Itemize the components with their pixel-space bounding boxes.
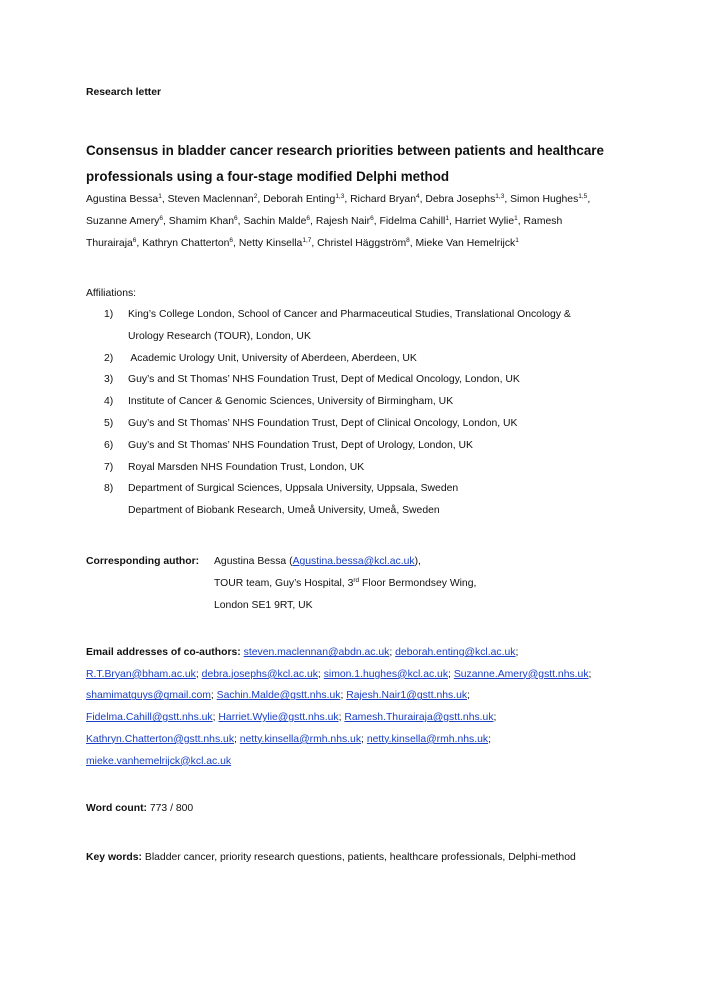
paper-title-line-1: Consensus in bladder cancer research priorities between patients and healthcare [86, 143, 604, 158]
author-name: Netty Kinsella [238, 238, 303, 249]
coauthor-email-link[interactable]: Kathryn.Chatterton@gstt.nhs.uk [86, 733, 235, 745]
corresponding-author-address-1 [214, 578, 476, 589]
coauthor-email-line: Kathryn.Chatterton@gstt.nhs.uk; netty.kinsella@rmh.nhs.uk; netty.kinsella@rmh.nhs.uk; [86, 733, 491, 745]
coauthor-email-link[interactable]: steven.maclennan@abdn.ac.uk [243, 647, 390, 658]
keywords [86, 852, 576, 863]
coauthor-email-link[interactable]: debra.josephs@kcl.ac.uk [201, 668, 318, 680]
author-name: Fidelma Cahill [379, 216, 446, 227]
author-affiliation-sup: 1 [158, 193, 162, 200]
author-affiliation-sup: 1 [445, 215, 449, 222]
author-name: Ramesh [523, 216, 563, 227]
affiliation-number: 7) [104, 461, 114, 473]
coauthor-email-link[interactable]: netty.kinsella@rmh.nhs.uk [239, 733, 362, 745]
author-affiliation-sup: 8 [406, 237, 410, 244]
coauthor-email-link[interactable]: mieke.vanhemelrijck@kcl.ac.uk [86, 755, 232, 767]
author-affiliation-sup: 1,3 [495, 193, 505, 200]
author-name: Shamim Khan [168, 216, 235, 227]
corresponding-author-name-text: Agustina Bessa ( [214, 556, 293, 567]
affiliation-text: Royal Marsden NHS Foundation Trust, London, UK [128, 461, 365, 473]
author-affiliation-sup: 1 [515, 237, 519, 244]
address-1-sup: rd [353, 577, 360, 584]
coauthor-email-link[interactable]: R.T.Bryan@bham.ac.uk [86, 668, 196, 680]
affiliation-text: Institute of Cancer & Genomic Sciences, University of Birmingham, UK [128, 396, 454, 408]
affiliation-text: Department of Surgical Sciences, Uppsala University, Uppsala, Sweden [128, 483, 459, 495]
coauthor-email-link[interactable]: Fidelma.Cahill@gstt.nhs.uk [86, 712, 213, 724]
coauthor-email-link[interactable]: simon.1.hughes@kcl.ac.uk [323, 668, 449, 680]
coauthor-email-link[interactable]: shamimatguys@gmail.com [86, 690, 211, 702]
coauthor-email-link[interactable]: Suzanne.Amery@gstt.nhs.uk [453, 668, 589, 680]
author-affiliation-sup: 2 [253, 193, 258, 200]
address-1-post: Floor Bermondsey Wing, [359, 578, 477, 589]
affiliation-number: 2) [104, 352, 114, 364]
author-affiliation-sup: 6 [234, 215, 238, 222]
author-name: Mieke Van Hemelrijck [415, 238, 516, 249]
author-name: Agustina Bessa [86, 194, 159, 205]
author-name: Thurairaja [86, 238, 133, 249]
affiliation-number: 8) [104, 483, 114, 495]
coauthor-email-link[interactable]: Harriet.Wylie@gstt.nhs.uk [218, 712, 339, 724]
affiliation-number: 4) [104, 396, 114, 408]
coauthor-email-link[interactable]: Ramesh.Thurairaja@gstt.nhs.uk [344, 712, 494, 724]
affiliation-text: Academic Urology Unit, University of Aberdeen, Aberdeen, UK [128, 352, 417, 364]
author-name: Harriet Wylie [454, 216, 515, 227]
paper-title-line-2: professionals using a four-stage modified Delphi method [86, 169, 450, 184]
word-count-label: Word count: [86, 803, 147, 814]
corresponding-author-name [214, 556, 421, 567]
word-count-value: 773 / 800 [146, 803, 194, 814]
coauthor-email-line: Fidelma.Cahill@gstt.nhs.uk; Harriet.Wylie@gstt.nhs.uk; Ramesh.Thurairaja@gstt.nhs.uk; [86, 712, 497, 724]
author-line-1: Agustina Bessa$^1$, Steven Maclennan$^2$, Deborah Enting$^{1,3}$, Richard Bryan$^4$, Debra Josephs$^{1,3}$, Simon Hughes$^{1,5}$, [86, 193, 591, 205]
affiliation-text: Guy’s and St Thomas’ NHS Foundation Trust, Dept of Urology, London, UK [128, 439, 473, 451]
affiliation-number: 3) [104, 374, 114, 386]
author-name: Debra Josephs [425, 194, 496, 205]
author-line-3: Thurairaja$^6$, Kathryn Chatterton$^6$, Netty Kinsella$^{1,7}$, Christel Häggström$^8$, Mieke Van Hemelrijck$^1$ [86, 237, 519, 249]
author-affiliation-sup: 6 [159, 215, 163, 222]
author-affiliation-sup: 6 [229, 237, 234, 244]
affiliation-text: King’s College London, School of Cancer and Pharmaceutical Studies, Translational Oncology & [128, 309, 571, 320]
author-affiliation-sup: 6 [306, 215, 311, 222]
affiliation-text: Urology Research (TOUR), London, UK [128, 330, 311, 342]
coauthor-email-link[interactable]: Rajesh.Nair1@gstt.nhs.uk [346, 690, 468, 702]
coauthor-emails-label: Email addresses of co-authors: [86, 647, 244, 658]
affiliation-number: 5) [104, 418, 114, 429]
author-affiliation-sup: 6 [370, 215, 374, 222]
corresponding-author-email-link[interactable]: Agustina.bessa@kcl.ac.uk [292, 556, 415, 567]
coauthor-email-line: Email addresses of co-authors: steven.maclennan@abdn.ac.uk; deborah.enting@kcl.ac.uk; [86, 647, 519, 658]
author-name: Suzanne Amery [86, 216, 160, 227]
coauthor-email-line: R.T.Bryan@bham.ac.uk; debra.josephs@kcl.ac.uk; simon.1.hughes@kcl.ac.uk; Suzanne.Amery@gstt.nhs.uk; [86, 668, 592, 680]
author-name: Sachin Malde [243, 216, 307, 227]
affiliation-text: Guy’s and St Thomas’ NHS Foundation Trust, Dept of Clinical Oncology, London, UK [128, 418, 518, 429]
coauthor-email-line [86, 756, 231, 767]
corresponding-author-address-2: London SE1 9RT, UK [214, 600, 313, 611]
corresponding-author-name-end: ), [414, 556, 421, 567]
affiliation-text: Department of Biobank Research, Umeå University, Umeå, Sweden [128, 505, 440, 517]
affiliations-label: Affiliations: [86, 288, 137, 299]
coauthor-email-link[interactable]: netty.kinsella@rmh.nhs.uk [366, 733, 489, 745]
author-name: Christel Häggström [317, 238, 407, 249]
author-name: Kathryn Chatterton [142, 238, 230, 249]
author-name: Simon Hughes [510, 194, 579, 205]
author-name: Deborah Enting [263, 194, 336, 205]
author-name: Rajesh Nair [315, 216, 371, 227]
corresponding-author-label: Corresponding author: [86, 556, 200, 567]
author-affiliation-sup: 1,7 [302, 237, 312, 244]
affiliation-text: Guy’s and St Thomas’ NHS Foundation Trust, Dept of Medical Oncology, London, UK [128, 374, 520, 386]
coauthor-email-link[interactable]: deborah.enting@kcl.ac.uk [395, 647, 516, 658]
address-1-pre: TOUR team, Guy’s Hospital, 3 [214, 578, 354, 589]
keywords-label: Key words: [86, 852, 143, 863]
author-name: Richard Bryan [350, 194, 416, 205]
author-affiliation-sup: 1,5 [578, 193, 588, 200]
author-affiliation-sup: 6 [132, 237, 137, 244]
author-line-2: Suzanne Amery$^6$, Shamim Khan$^6$, Sachin Malde$^6$, Rajesh Nair$^6$, Fidelma Cahill$^1$, Harriet Wylie$^1$, Ramesh [86, 215, 563, 227]
word-count [86, 803, 193, 814]
author-affiliation-sup: 4 [415, 193, 420, 200]
keywords-value: Bladder cancer, priority research questions, patients, healthcare professionals, Delphi-method [142, 852, 576, 863]
author-affiliation-sup: 1 [514, 215, 518, 222]
author-affiliation-sup: 1,3 [335, 193, 345, 200]
affiliation-number: 6) [104, 439, 114, 451]
article-type-label: Research letter [86, 87, 162, 98]
coauthor-email-line: shamimatguys@gmail.com; Sachin.Malde@gstt.nhs.uk; Rajesh.Nair1@gstt.nhs.uk; [86, 690, 470, 702]
affiliation-number: 1) [104, 309, 114, 320]
author-name: Steven Maclennan [167, 194, 254, 205]
coauthor-email-link[interactable]: Sachin.Malde@gstt.nhs.uk [216, 690, 341, 702]
